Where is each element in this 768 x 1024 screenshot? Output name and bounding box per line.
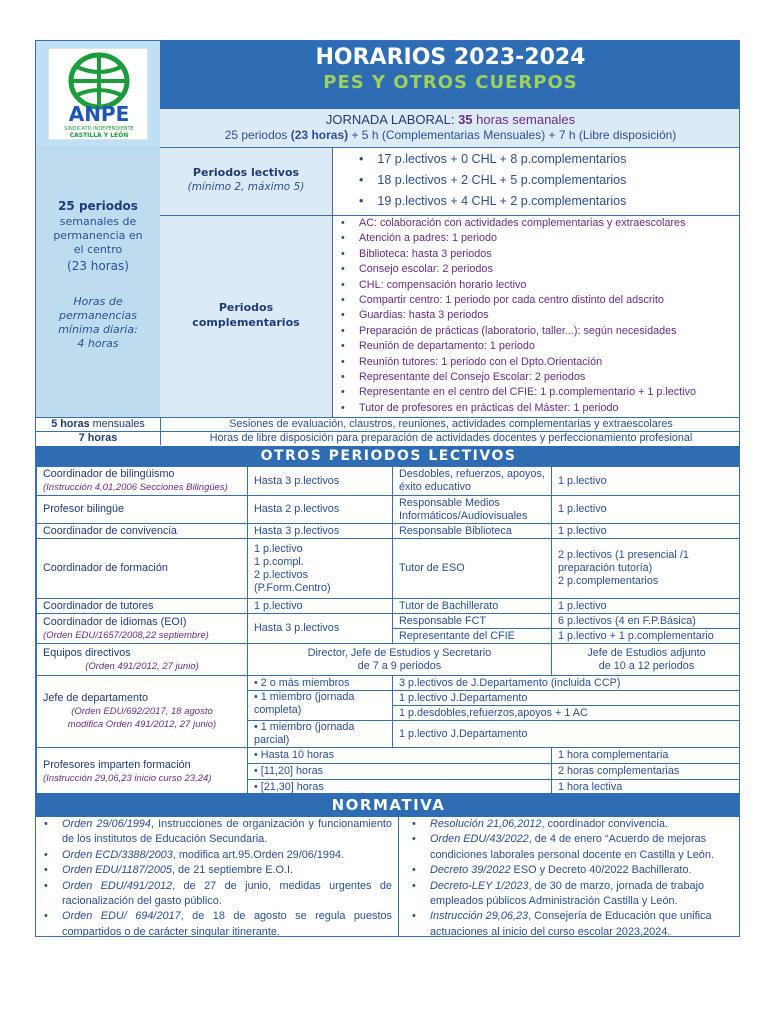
table-cell: 1 p.lectivo J.Departamento bbox=[393, 691, 741, 706]
list-item bbox=[404, 817, 738, 832]
table-cell: Responsable FCT bbox=[393, 614, 552, 629]
table-cell: 6 p.lectivos (4 en F.P.Básica) bbox=[552, 614, 741, 629]
table-cell bbox=[37, 748, 248, 796]
cell-text: [21,30] horas bbox=[260, 781, 324, 793]
list-item: • Reunión de departamento: 1 periodo bbox=[333, 340, 740, 355]
table-cell: • Hasta 10 horas bbox=[248, 748, 552, 764]
list-item: • 17 p.lectivos + 0 CHL + 8 p.complementarios bbox=[381, 152, 740, 173]
table-row bbox=[37, 524, 741, 539]
cell-line: Director, Jefe de Estudios y Secretario bbox=[307, 646, 492, 659]
lectivos-label bbox=[160, 147, 332, 215]
complementarios-label bbox=[160, 215, 332, 417]
table-cell: Coordinador de tutores bbox=[37, 599, 248, 614]
table-row bbox=[37, 748, 741, 764]
table-cell: 1 p.lectivo + 1 p.complementario bbox=[552, 629, 741, 644]
table-cell: Profesor bilingüe bbox=[37, 496, 248, 524]
table-cell: 1 p.lectivo bbox=[552, 599, 741, 614]
normativa-right bbox=[404, 817, 738, 937]
label-text: Periodos bbox=[218, 301, 274, 314]
table-cell: 1 hora complementaria bbox=[552, 748, 741, 764]
list-item bbox=[404, 832, 738, 863]
cell-text: 1 miembro (jornada parcial) bbox=[254, 721, 355, 746]
cell-sub: modifica Orden 491/2012, 27 junio) bbox=[67, 719, 217, 730]
label-text: complementarios bbox=[192, 316, 300, 329]
norm-text: , modifica art.95.Orden 29/06/1994. bbox=[172, 848, 345, 861]
table-row bbox=[37, 467, 741, 496]
table-cell bbox=[37, 467, 248, 496]
norm-ref: Orden EDU/ 694/2017 bbox=[62, 910, 181, 923]
left-periodos: 25 periodos bbox=[58, 199, 138, 213]
list-item: • CHL: compensación horario lectivo bbox=[333, 279, 740, 294]
table-cell: Desdobles, refuerzos, apoyos, éxito educativo bbox=[393, 467, 552, 496]
normativa-left bbox=[36, 817, 398, 937]
cell-text: Equipos directivos bbox=[43, 646, 131, 659]
norm-ref: Instrucción 29,06,23 bbox=[430, 910, 529, 923]
table-cell: 1 p.lectivo bbox=[552, 467, 741, 496]
table-row bbox=[37, 539, 741, 599]
left-text: permanencia en bbox=[53, 229, 143, 242]
table-cell bbox=[37, 614, 248, 644]
table-cell: 1 p.desdobles,refuerzos,apoyos + 1 AC bbox=[393, 706, 741, 721]
table-cell: 3 p.lectivos de J.Departamento (incluida CCP) bbox=[393, 676, 741, 691]
table-cell: Coordinador de formación bbox=[37, 539, 248, 599]
list-item bbox=[404, 879, 738, 910]
norm-ref: Resolución 21,06,2012 bbox=[430, 818, 542, 830]
table-row bbox=[37, 599, 741, 614]
table-cell: 1 p.lectivo J.Departamento bbox=[393, 721, 741, 748]
norm-ref: Orden EDU/1187/2005 bbox=[62, 864, 172, 877]
list-item: • Consejo escolar: 2 periodos bbox=[333, 263, 740, 278]
list-item: • 18 p.lectivos + 2 CHL + 5 p.complementarios bbox=[381, 173, 740, 194]
table-cell: 1 p.lectivo bbox=[248, 599, 393, 614]
table-cell: 1 p.lectivo bbox=[552, 496, 741, 524]
norm-text: , de 18 de agosto se regula puestos compartidos o de carácter singular itinerante. bbox=[62, 910, 392, 937]
periodos-b: (23 horas) bbox=[290, 128, 349, 142]
table-cell bbox=[37, 676, 248, 748]
table-cell: Responsable Biblioteca bbox=[393, 524, 552, 539]
left-semanales bbox=[36, 215, 160, 257]
table-cell: Hasta 3 p.lectivos bbox=[248, 614, 393, 644]
left-text: semanales de bbox=[59, 215, 137, 228]
left-text: permanencias bbox=[58, 309, 137, 322]
periodos-a: 25 periodos bbox=[224, 128, 288, 142]
table-cell: • 1 miembro (jornada parcial) bbox=[248, 721, 393, 748]
jornada-suffix: horas semanales bbox=[476, 112, 576, 127]
svg-text:SINDICATO INDEPENDIENTE: SINDICATO INDEPENDIENTE bbox=[64, 126, 134, 132]
libre-label: 7 horas bbox=[78, 432, 118, 444]
norm-ref: Orden 29/06/1994 bbox=[62, 818, 151, 830]
list-item bbox=[36, 909, 392, 937]
table-cell: Coordinador de convivencia bbox=[37, 524, 248, 539]
table-cell: Tutor de ESO bbox=[393, 539, 552, 599]
cell-text: 2 o más miembros bbox=[260, 676, 350, 689]
cell-text: [11,20] horas bbox=[260, 765, 324, 777]
mensuales-text: Sesiones de evaluación, claustros, reuniones, actividades complementarias y extraescolares bbox=[160, 418, 740, 431]
list-item bbox=[36, 848, 392, 863]
table-row bbox=[37, 676, 741, 691]
table-cell: 1 hora lectiva bbox=[552, 780, 741, 796]
mensuales-label bbox=[36, 418, 160, 431]
norm-text: , de 30 de marzo, jornada de trabajo empleados públicos Administración Castilla y León. bbox=[430, 879, 705, 908]
table-cell: Tutor de Bachillerato bbox=[393, 599, 552, 614]
list-item: • Compartir centro: 1 periodo por cada centro distinto del adscrito bbox=[333, 294, 740, 309]
svg-text:CASTILLA Y LEÓN: CASTILLA Y LEÓN bbox=[69, 132, 129, 139]
list-item: • Tutor de profesores en prácticas del Máster: 1 periodo bbox=[333, 402, 740, 417]
complementarios-list bbox=[332, 215, 740, 417]
left-text: Horas de bbox=[73, 295, 123, 308]
jornada-hours: 35 bbox=[458, 112, 473, 127]
jornada-label: JORNADA LABORAL bbox=[325, 112, 451, 127]
left-horas: (23 horas) bbox=[67, 259, 129, 273]
lectivos-note: (mínimo 2, máximo 5) bbox=[187, 181, 305, 193]
otros-table bbox=[36, 466, 740, 796]
libre-text: Horas de libre disposición para preparación de actividades docentes y perfeccionamiento profesional bbox=[160, 432, 740, 445]
list-item bbox=[36, 817, 392, 848]
cell-line: (P.Form.Centro) bbox=[254, 581, 331, 594]
norm-text: , de 21 septiembre E.O.I. bbox=[172, 864, 294, 877]
header bbox=[36, 41, 740, 147]
list-item bbox=[404, 909, 738, 937]
cell-line: de 7 a 9 periodos bbox=[357, 659, 442, 672]
table-cell: Hasta 3 p.lectivos bbox=[248, 467, 393, 496]
table-cell bbox=[248, 539, 393, 599]
table-cell: • [11,20] horas bbox=[248, 764, 552, 780]
normativa-divider bbox=[398, 817, 399, 937]
table-cell: Responsable Medios Informáticos/Audiovisuales bbox=[393, 496, 552, 524]
list-item: • AC: colaboración con actividades complementarias y extraescolares bbox=[333, 217, 740, 232]
logo-area bbox=[36, 41, 160, 147]
page-title: HORARIOS 2023-2024 bbox=[315, 45, 586, 70]
mensuales-hours: 5 horas bbox=[51, 418, 90, 430]
norm-text: ESO y Decreto 40/2022 Bachillerato. bbox=[510, 864, 692, 877]
cell-line: de 10 a 12 periodos bbox=[598, 659, 695, 672]
list-item bbox=[404, 863, 738, 878]
table-cell bbox=[248, 644, 552, 676]
complementarios-title bbox=[160, 300, 332, 330]
page-subtitle: PES Y OTROS CUERPOS bbox=[323, 72, 578, 93]
cell-sub: (Instrucción 4,01,2006 Secciones Bilingües) bbox=[43, 482, 228, 493]
cell-sub: (Instrucción 29,06,23 inicio curso 23,24) bbox=[43, 772, 212, 784]
list-item bbox=[36, 863, 392, 878]
norm-ref: Decreto 39/2022 bbox=[430, 864, 511, 877]
table-cell: 1 p.lectivo bbox=[552, 524, 741, 539]
norm-text: , de 4 de enero “Acuerdo de mejoras condiciones laborales personal docente en Castilla y León. bbox=[430, 833, 714, 861]
norm-ref: Orden EDU/491/2012 bbox=[62, 879, 173, 892]
left-text: el centro bbox=[73, 243, 123, 256]
list-item: • Representante en el centro del CFIE: 1 p.complementario + 1 p.lectivo bbox=[333, 386, 740, 401]
table-row bbox=[37, 644, 741, 676]
cell-text: Jefe de departamento bbox=[43, 692, 149, 704]
list-item bbox=[36, 879, 392, 910]
table-cell: Hasta 2 p.lectivos bbox=[248, 496, 393, 524]
list-item: • Biblioteca: hasta 3 periodos bbox=[333, 248, 740, 263]
cell-text: Hasta 10 horas bbox=[260, 749, 335, 761]
list-item: • Guardias: hasta 3 periodos bbox=[333, 309, 740, 324]
cell-sub: (Orden EDU/692/2017, 18 agosto bbox=[71, 706, 213, 717]
cell-sub: (Orden EDU/1657/2008,22 septiembre) bbox=[43, 629, 209, 641]
title-band bbox=[160, 41, 740, 109]
table-row bbox=[37, 496, 741, 524]
periodos-line bbox=[160, 128, 740, 142]
left-text: mínima diaria: bbox=[58, 323, 138, 336]
table-cell bbox=[37, 644, 248, 676]
list-item: • Atención a padres: 1 periodo bbox=[333, 232, 740, 247]
mensuales-word: mensuales bbox=[92, 418, 145, 430]
jornada-line: JORNADA LABORAL: 35 horas semanales bbox=[325, 112, 576, 127]
normativa-band: NORMATIVA bbox=[36, 793, 740, 817]
list-item: • 19 p.lectivos + 4 CHL + 2 p.complementarios bbox=[381, 194, 740, 215]
mensuales-row bbox=[36, 417, 740, 431]
lectivos-list bbox=[332, 147, 740, 215]
left-summary bbox=[36, 147, 160, 417]
cell-text: Coordinador de bilingüismo bbox=[43, 468, 175, 480]
norm-ref: Orden EDU/43/2022 bbox=[430, 833, 529, 846]
list-item: • Representante del Consejo Escolar: 2 periodos bbox=[333, 371, 740, 386]
cell-line: 2 p.lectivos bbox=[254, 568, 309, 581]
table-cell: • 2 o más miembros bbox=[248, 676, 393, 691]
table-cell: • 1 miembro (jornada completa) bbox=[248, 691, 393, 721]
table-cell: Representante del CFIE bbox=[393, 629, 552, 644]
cell-line: 2 p.complementarios bbox=[558, 575, 659, 587]
norm-text: , de 27 de junio, medidas urgentes de racionalización del gasto público. bbox=[62, 879, 392, 908]
normativa-section bbox=[36, 817, 740, 937]
horarios-sheet bbox=[35, 40, 740, 937]
table-cell: • [21,30] horas bbox=[248, 780, 552, 796]
table-cell: 2 horas complementarias bbox=[552, 764, 741, 780]
cell-text: Coordinador de idiomas (EOI) bbox=[43, 615, 187, 628]
list-item: • Reunión tutores: 1 periodo con el Dpto.Orientación bbox=[333, 356, 740, 371]
libre-row bbox=[36, 431, 740, 445]
list-item: • Preparación de prácticas (laboratorio, taller...): según necesidades bbox=[333, 325, 740, 340]
norm-ref: Orden ECD/3388/2003 bbox=[62, 848, 173, 861]
cell-line: Jefe de Estudios adjunto bbox=[587, 646, 706, 659]
norm-text: , Instrucciones de organización y funcionamiento de los institutos de Educación Secundaria. bbox=[62, 818, 392, 846]
norm-text: , coordinador convivencia. bbox=[541, 818, 668, 830]
cell-sub: (Orden 491/2012, 27 junio) bbox=[85, 660, 199, 672]
anpe-logo bbox=[48, 48, 148, 140]
table-cell: Hasta 3 p.lectivos bbox=[248, 524, 393, 539]
svg-text:ANPE: ANPE bbox=[68, 102, 130, 126]
norm-ref: Decreto-LEY 1/2023 bbox=[430, 879, 529, 892]
lectivos-title: Periodos lectivos bbox=[192, 166, 300, 179]
left-text: 4 horas bbox=[77, 337, 119, 350]
cell-text: 1 miembro (jornada completa) bbox=[254, 691, 355, 716]
jornada-laboral bbox=[160, 109, 740, 147]
cell-line: 1 p.compl. bbox=[254, 555, 304, 568]
table-cell bbox=[552, 644, 741, 676]
table-cell bbox=[552, 539, 741, 599]
cell-text: Profesores imparten formación bbox=[43, 758, 191, 771]
cell-line: 1 p.lectivo bbox=[254, 542, 303, 555]
table-row bbox=[37, 614, 741, 629]
periodos-c: + 5 h (Complementarias Mensuales) + 7 h (Libre disposición) bbox=[351, 128, 677, 142]
otros-band: OTROS PERIODOS LECTIVOS bbox=[36, 446, 740, 466]
norm-text: , Consejería de Educación que unifica actuaciones al inicio del curso escolar 2023,2024. bbox=[430, 910, 712, 937]
left-minima bbox=[36, 295, 160, 351]
cell-line: 2 p.lectivos (1 presencial /1 preparación tutoría) bbox=[558, 549, 689, 574]
